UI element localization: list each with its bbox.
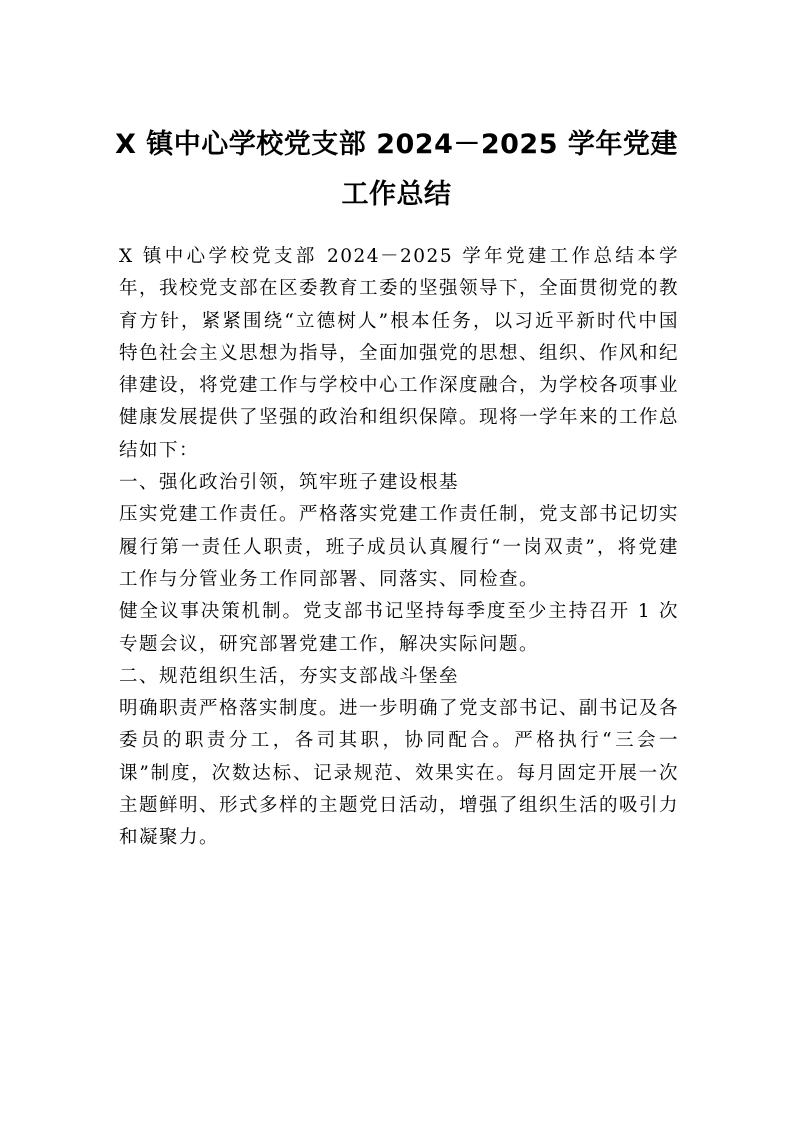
section-heading-1: 一、强化政治引领，筑牢班子建设根基 [119,472,460,494]
document-title [100,120,693,220]
body-paragraph: 压实党建工作责任。严格落实党建工作责任制，党支部书记切实履行第一责任人职责，班子成员认真履行“一岗双责”，将党建工作与分管业务工作同部署、同落实、同检查。 [119,504,680,590]
title-line-2: 工作总结 [341,179,452,210]
title-line-1: X 镇中心学校党支部 2024－2025 学年党建 [115,129,678,160]
intro-paragraph: X 镇中心学校党支部 2024－2025 学年党建工作总结本学年，我校党支部在区委教育工委的坚强领导下，全面贯彻党的教育方针，紧紧围绕“立德树人”根本任务，以习近平新时代中国特色社会主义思想为指导，全面加强党的思想、组织、作风和纪律建设，将党建工作与学校中心工作深度融合，为学校各项事业健康发展提供了坚强的政治和组织保障。现将一学年来的工作总结如下： [119,246,680,461]
document-body [119,241,679,855]
body-paragraph: 明确职责严格落实制度。进一步明确了党支部书记、副书记及各委员的职责分工，各司其职，协同配合。严格执行“三会一课”制度，次数达标、记录规范、效果实在。每月固定开展一次主题鲜明、形式多样的主题党日活动，增强了组织生活的吸引力和凝聚力。 [119,698,680,849]
body-paragraph: 健全议事决策机制。党支部书记坚持每季度至少主持召开 1 次专题会议，研究部署党建工作，解决实际问题。 [119,601,679,655]
section-heading-2: 二、规范组织生活，夯实支部战斗堡垒 [119,665,460,687]
